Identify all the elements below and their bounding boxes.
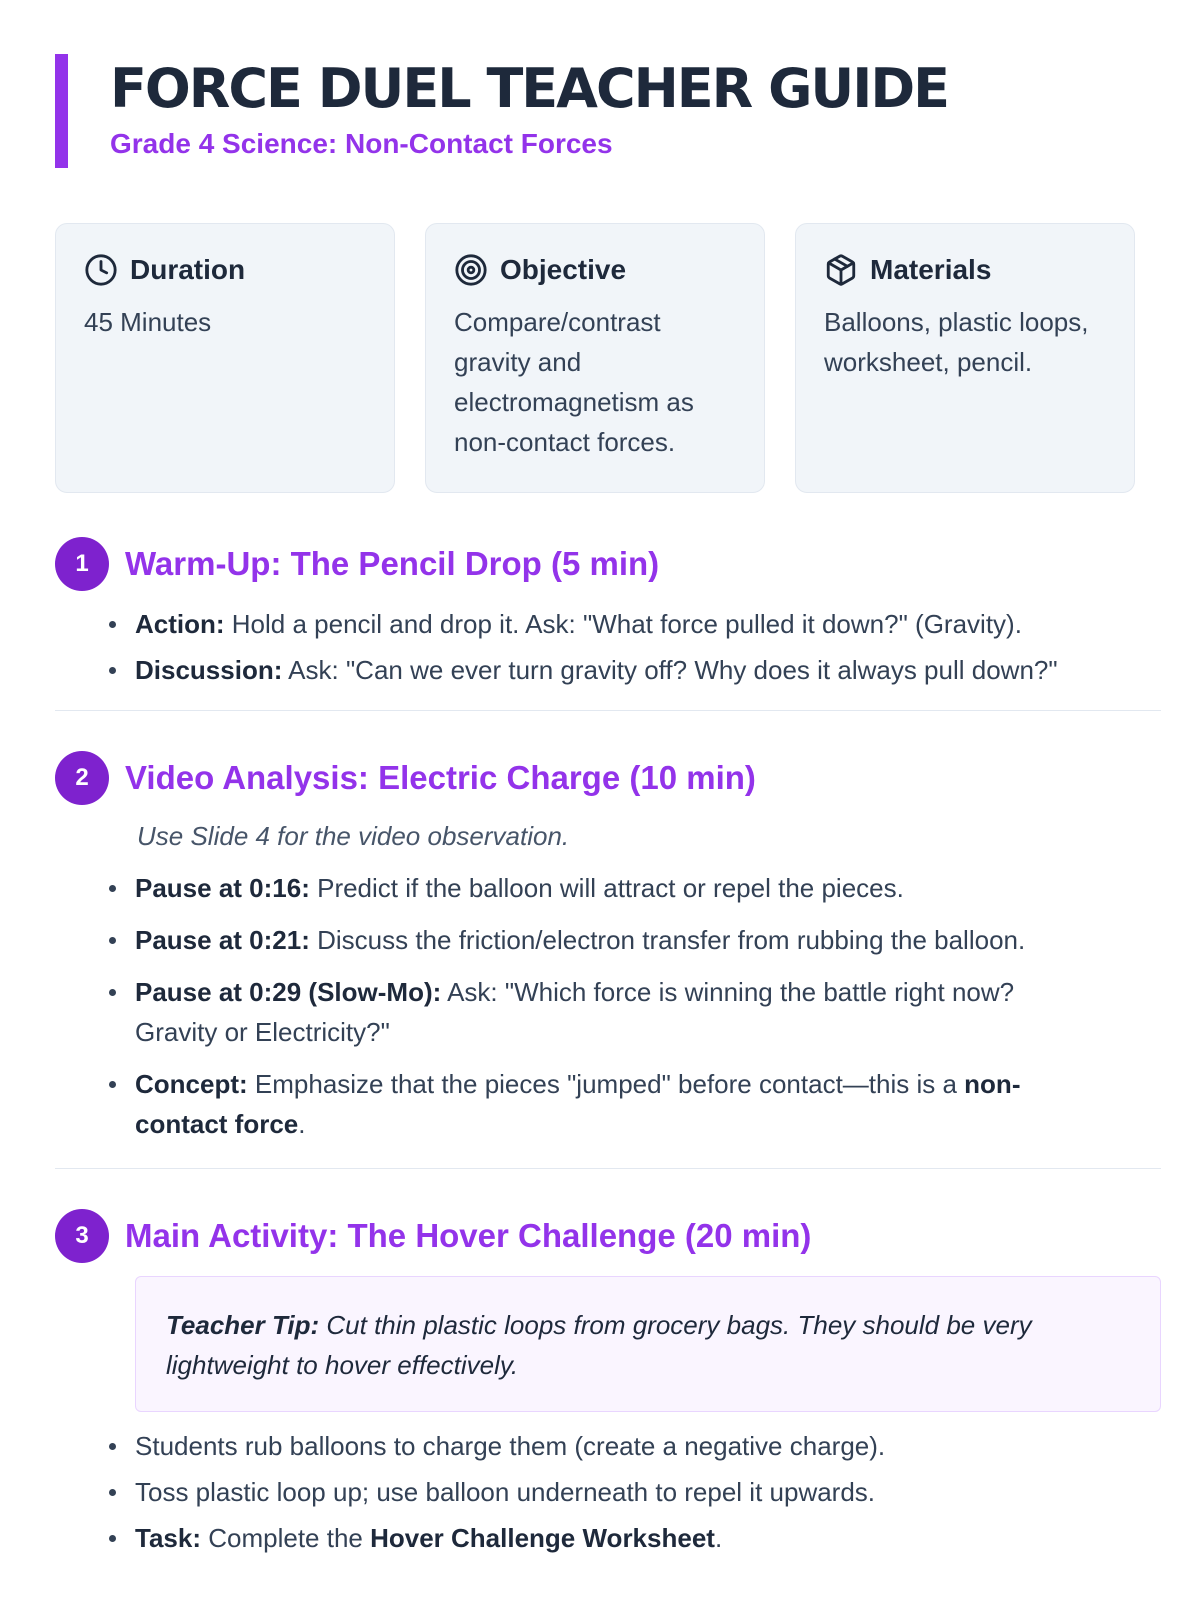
duration-card xyxy=(55,223,395,493)
section-title: Warm-Up: The Pencil Drop (5 min) xyxy=(125,545,660,582)
section-note: Use Slide 4 for the video observation. xyxy=(137,821,570,851)
section-divider xyxy=(55,1168,1161,1169)
target-icon xyxy=(454,253,488,287)
clock-icon xyxy=(84,253,118,287)
step-number-badge: 2 xyxy=(55,751,109,805)
page-title: FORCE DUEL TEACHER GUIDE xyxy=(110,57,949,120)
list-item: Action: Hold a pencil and drop it. Ask: "What force pulled it down?" (Gravity). xyxy=(135,604,1161,644)
card-title: Duration xyxy=(130,254,246,285)
card-text: 45 Minutes xyxy=(84,307,212,337)
card-text: Compare/contrast gravity and electromagnetism as non-contact forces. xyxy=(454,307,694,457)
list-item: Concept: Emphasize that the pieces "jumped" before contact—this is a non-contact force. xyxy=(135,1064,1095,1144)
teacher-tip-callout: Teacher Tip: Cut thin plastic loops from grocery bags. They should be very lightweight to hover effectively. xyxy=(135,1276,1161,1412)
card-title: Materials xyxy=(870,254,992,285)
section-hover-challenge xyxy=(55,1209,1161,1558)
section-warm-up xyxy=(55,537,1161,690)
list-item: Toss plastic loop up; use balloon underneath to repel it upwards. xyxy=(135,1472,1161,1512)
list-item: Discussion: Ask: "Can we ever turn gravity off? Why does it always pull down?" xyxy=(135,650,1161,690)
list-item: Students rub balloons to charge them (create a negative charge). xyxy=(135,1426,1161,1466)
card-text: Balloons, plastic loops, worksheet, pencil. xyxy=(824,307,1089,377)
materials-card xyxy=(795,223,1135,493)
list-item: Task: Complete the Hover Challenge Worksheet. xyxy=(135,1518,1161,1558)
list-item: Pause at 0:29 (Slow-Mo): Ask: "Which force is winning the battle right now? Gravity or Electricity?" xyxy=(135,972,1095,1052)
info-cards xyxy=(55,223,1161,495)
section-title: Main Activity: The Hover Challenge (20 min) xyxy=(125,1217,812,1254)
list-item: Pause at 0:16: Predict if the balloon will attract or repel the pieces. xyxy=(135,868,1161,908)
section-title: Video Analysis: Electric Charge (10 min) xyxy=(125,759,756,796)
section-video-analysis xyxy=(55,751,1161,1144)
card-title: Objective xyxy=(500,254,627,285)
list-item: Pause at 0:21: Discuss the friction/electron transfer from rubbing the balloon. xyxy=(135,920,1161,960)
step-number-badge: 1 xyxy=(55,537,109,591)
box-icon xyxy=(824,253,858,287)
accent-bar xyxy=(55,54,68,168)
page-subtitle: Grade 4 Science: Non-Contact Forces xyxy=(110,128,613,159)
section-divider xyxy=(55,710,1161,711)
objective-card xyxy=(425,223,765,493)
page-header xyxy=(55,54,1145,168)
step-number-badge: 3 xyxy=(55,1209,109,1263)
